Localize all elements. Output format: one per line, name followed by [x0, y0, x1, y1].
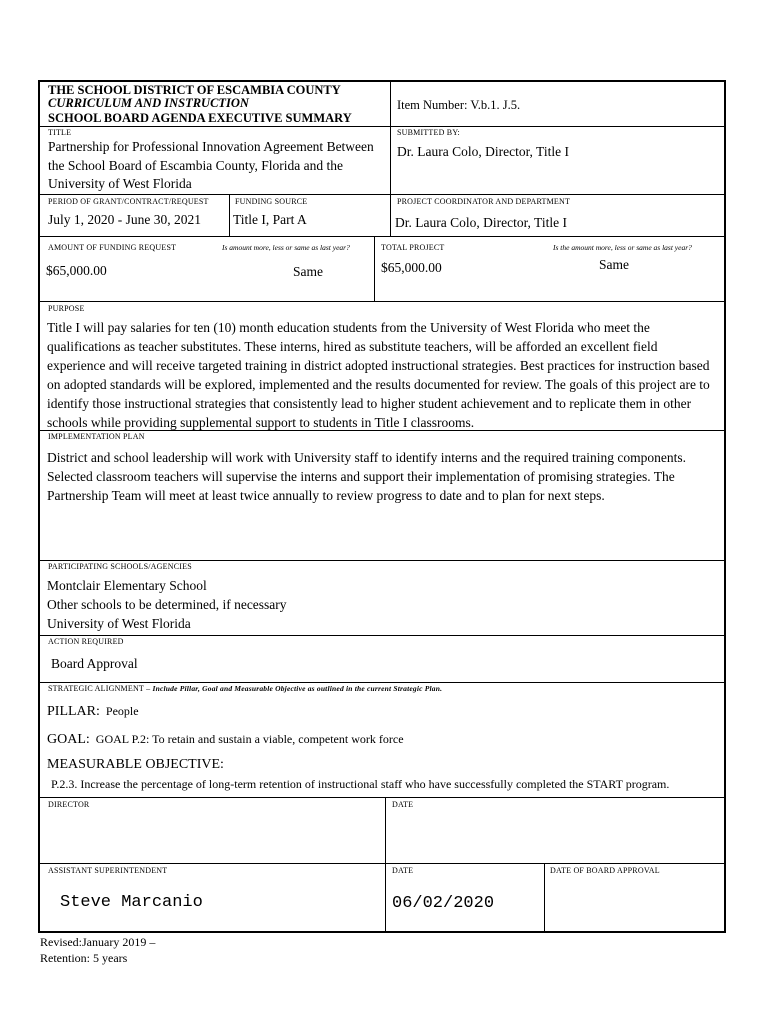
asst-date-label: DATE [392, 866, 414, 875]
amount-question: Is amount more, less or same as last year? [222, 243, 350, 252]
form-title: SCHOOL BOARD AGENDA EXECUTIVE SUMMARY [48, 111, 352, 125]
submitted-by-label: SUBMITTED BY: [397, 128, 460, 137]
pillar-value: People [105, 704, 139, 718]
amount-comparison: Same [293, 264, 323, 279]
revised-note: Revised:January 2019 – [40, 935, 156, 949]
department-name: CURRICULUM AND INSTRUCTION [48, 96, 249, 110]
submitted-by-value: Dr. Laura Colo, Director, Title I [397, 144, 569, 159]
coordinator-value: Dr. Laura Colo, Director, Title I [395, 215, 567, 230]
total-question: Is the amount more, less or same as last year? [553, 243, 692, 252]
schools-label: PARTICIPATING SCHOOLS/AGENCIES [48, 562, 192, 571]
amount-value: $65,000.00 [46, 263, 107, 278]
asst-date-value: 06/02/2020 [392, 894, 495, 913]
goal-label: GOAL: [47, 732, 90, 747]
retention-note: Retention: 5 years [40, 951, 128, 965]
total-comparison: Same [599, 257, 629, 272]
strategic-label [48, 684, 442, 693]
action-label: ACTION REQUIRED [48, 637, 124, 646]
title-line-3: University of West Florida [48, 176, 192, 191]
district-name: THE SCHOOL DISTRICT OF ESCAMBIA COUNTY [48, 83, 341, 97]
item-number: Item Number: V.b.1. J.5. [397, 98, 521, 112]
goal-row [47, 730, 404, 748]
director-label: DIRECTOR [48, 800, 90, 809]
total-value: $65,000.00 [381, 260, 442, 275]
title-line-1: Partnership for Professional Innovation Agreement Between [48, 139, 374, 154]
school-item-2: Other schools to be determined, if necessary [47, 597, 287, 612]
implementation-label: IMPLEMENTATION PLAN [48, 432, 145, 441]
funding-source-value: Title I, Part A [233, 212, 307, 227]
funding-source-label: FUNDING SOURCE [235, 197, 308, 206]
pillar-label: PILLAR: [47, 704, 100, 719]
title-label: TITLE [48, 128, 72, 137]
implementation-text: District and school leadership will work with University staff to identify interns and the required training components. Selected classroom teachers will supervise the interns and support their implementation of promising strategies. The Partnership Team will meet at least twice annually to review progress to date and to plan for next steps. [47, 450, 686, 503]
purpose-text: Title I will pay salaries for ten (10) month education students from the University of West Florida who meet the qualifications as teacher substitutes. These interns, hired as substitute teachers, will be afforded an excellent field experience and will receive targeted training in district adopted instructional strategies. Best practices for instruction based on adopted standards will be explored, implemented and the results documented for review. The goals of this project are to identify those instructional strategies that consistently lead to higher student achievement and to replicate them in other schools while providing supplemental support to students in Title I classrooms. [47, 320, 710, 430]
period-label: PERIOD OF GRANT/CONTRACT/REQUEST [48, 197, 209, 206]
director-date-label: DATE [392, 800, 414, 809]
asst-superintendent-value: Steve Marcanio [60, 893, 203, 912]
amount-label: AMOUNT OF FUNDING REQUEST [48, 243, 177, 252]
period-value: July 1, 2020 - June 30, 2021 [48, 212, 201, 227]
strategic-note: Include Pillar, Goal and Measurable Objective as outlined in the current Strategic Plan. [152, 684, 443, 693]
title-line-2: the School Board of Escambia County, Florida and the [48, 158, 343, 173]
pillar-row [47, 702, 139, 720]
purpose-label: PURPOSE [48, 304, 85, 313]
form-frame [38, 80, 726, 933]
asst-superintendent-label: ASSISTANT SUPERINTENDENT [48, 866, 168, 875]
school-item-3: University of West Florida [47, 616, 191, 631]
school-item-1: Montclair Elementary School [47, 578, 207, 593]
action-value: Board Approval [51, 656, 138, 671]
board-approval-label: DATE OF BOARD APPROVAL [550, 866, 660, 875]
goal-value: GOAL P.2: To retain and sustain a viable, competent work force [95, 732, 404, 746]
total-label: TOTAL PROJECT [381, 243, 445, 252]
strategic-label-text: STRATEGIC ALIGNMENT – [48, 684, 151, 693]
coordinator-label: PROJECT COORDINATOR AND DEPARTMENT [397, 197, 571, 206]
objective-label: MEASURABLE OBJECTIVE: [47, 757, 224, 772]
objective-value: P.2.3. Increase the percentage of long-term retention of instructional staff who have successfully completed the START program. [51, 777, 670, 791]
